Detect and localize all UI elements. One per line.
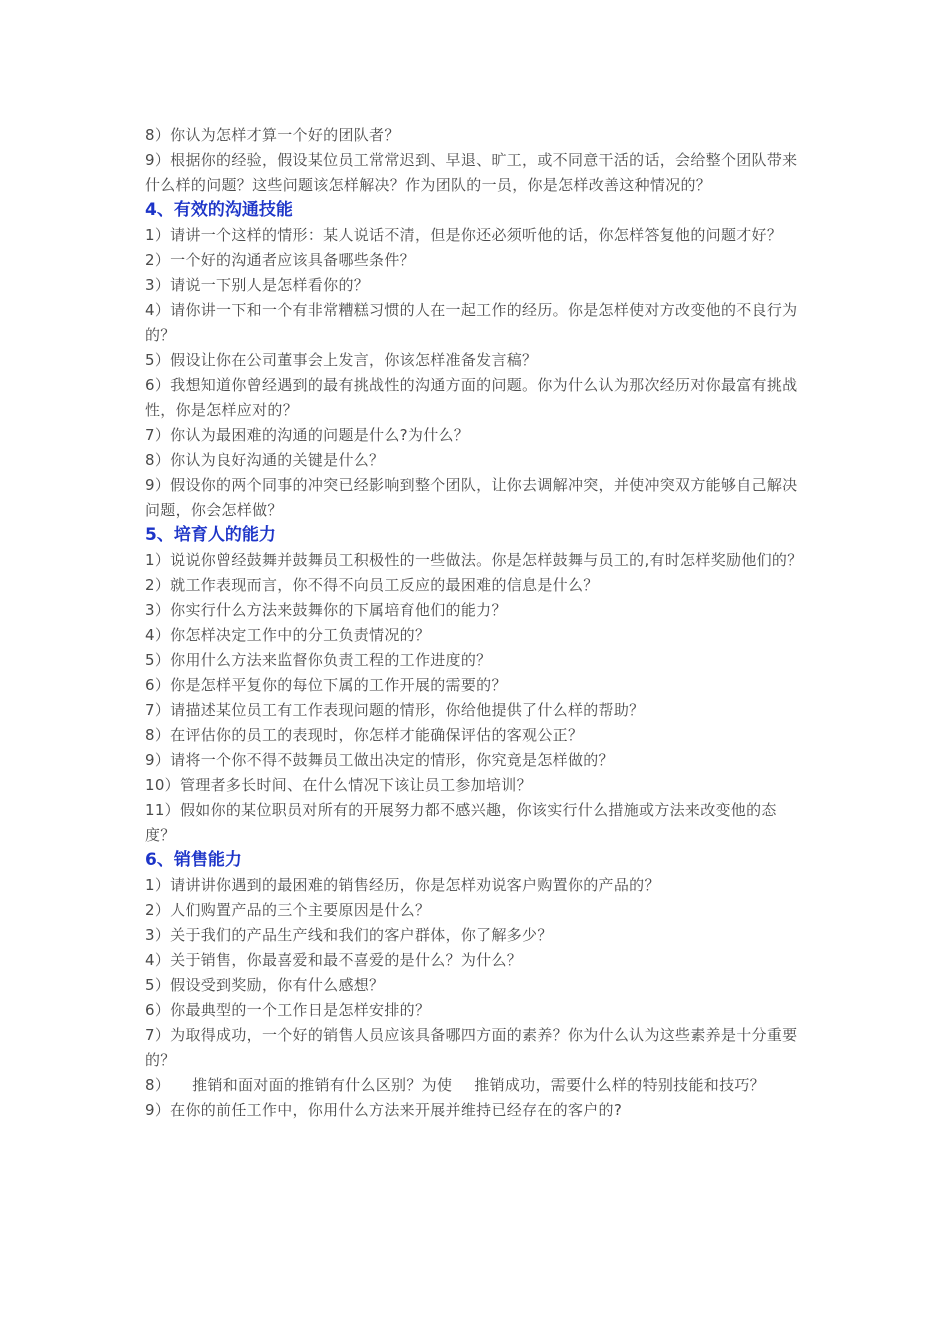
list-item: 5）假设让你在公司董事会上发言，你该怎样准备发言稿？ <box>145 351 538 369</box>
list-item: 7）为取得成功，一个好的销售人员应该具备哪四方面的素养？你为什么认为这些素养是十分重要的？ <box>145 1026 798 1069</box>
list-item: 2）就工作表现而言，你不得不向员工反应的最困难的信息是什么？ <box>145 576 599 594</box>
list-item: 8）你认为怎样才算一个好的团队者？ <box>145 126 400 144</box>
list-item: 4）请你讲一下和一个有非常糟糕习惯的人在一起工作的经历。你是怎样使对方改变他的不良行为的？ <box>145 301 798 344</box>
list-item: 8）你认为良好沟通的关键是什么？ <box>145 451 385 469</box>
list-item: 8）在评估你的员工的表现时，你怎样才能确保评估的客观公正？ <box>145 726 584 744</box>
list-item: 5）你用什么方法来监督你负责工程的工作进度的？ <box>145 651 492 669</box>
list-item: 1）说说你曾经鼓舞并鼓舞员工积极性的一些做法。你是怎样鼓舞与员工的,有时怎样奖励他们的？ <box>145 551 803 569</box>
list-item <box>145 1073 805 1098</box>
list-item: 7）请描述某位员工有工作表现问题的情形，你给他提供了什么样的帮助？ <box>145 701 645 719</box>
item-number: 8） <box>145 1076 171 1094</box>
item-text-part1: 推销和面对面的推销有什么区别？为使 <box>192 1076 453 1094</box>
list-item: 3）请说一下别人是怎样看你的？ <box>145 276 370 294</box>
list-item: 2）人们购置产品的三个主要原因是什么？ <box>145 901 431 919</box>
list-item: 1）请讲一个这样的情形：某人说话不清，但是你还必须听他的话，你怎样答复他的问题才好？ <box>145 226 783 244</box>
item-text-part2: 推销成功，需要什么样的特别技能和技巧？ <box>474 1076 765 1094</box>
list-item: 1）请讲讲你遇到的最困难的销售经历，你是怎样劝说客户购置你的产品的？ <box>145 876 660 894</box>
list-item: 9）请将一个你不得不鼓舞员工做出决定的情形，你究竟是怎样做的？ <box>145 751 614 769</box>
list-item: 3）你实行什么方法来鼓舞你的下属培育他们的能力？ <box>145 601 507 619</box>
list-item: 7）你认为最困难的沟通的问题是什么?为什么？ <box>145 426 470 444</box>
list-item: 6）你是怎样平复你的每位下属的工作开展的需要的？ <box>145 676 507 694</box>
list-item: 3）关于我们的产品生产线和我们的客户群体，你了解多少？ <box>145 926 553 944</box>
list-item: 10）管理者多长时间、在什么情况下该让员工参加培训？ <box>145 776 532 794</box>
list-item: 4）关于销售，你最喜爱和最不喜爱的是什么？为什么？ <box>145 951 523 969</box>
list-item: 2）一个好的沟通者应该具备哪些条件？ <box>145 251 415 269</box>
list-item: 6）你最典型的一个工作日是怎样安排的？ <box>145 1001 431 1019</box>
section-heading: 5、培育人的能力 <box>145 525 276 545</box>
section-heading: 4、有效的沟通技能 <box>145 200 293 220</box>
list-item: 9）根据你的经验，假设某位员工常常迟到、早退、旷工，或不同意干活的话，会给整个团队带来什么样的问题？这些问题该怎样解决？作为团队的一员，你是怎样改善这种情况的？ <box>145 151 798 194</box>
list-item: 9）在你的前任工作中，你用什么方法来开展并维持已经存在的客户的? <box>145 1101 623 1119</box>
list-item: 11）假如你的某位职员对所有的开展努力都不感兴趣，你该实行什么措施或方法来改变他的态度？ <box>145 801 777 844</box>
list-item: 4）你怎样决定工作中的分工负责情况的？ <box>145 626 431 644</box>
document-body <box>145 123 805 1123</box>
list-item: 5）假设受到奖励，你有什么感想？ <box>145 976 385 994</box>
list-item: 6）我想知道你曾经遇到的最有挑战性的沟通方面的问题。你为什么认为那次经历对你最富有挑战性，你是怎样应对的？ <box>145 376 798 419</box>
section-heading: 6、销售能力 <box>145 850 242 870</box>
list-item: 9）假设你的两个同事的冲突已经影响到整个团队，让你去调解冲突，并使冲突双方能够自己解决问题，你会怎样做？ <box>145 476 798 519</box>
